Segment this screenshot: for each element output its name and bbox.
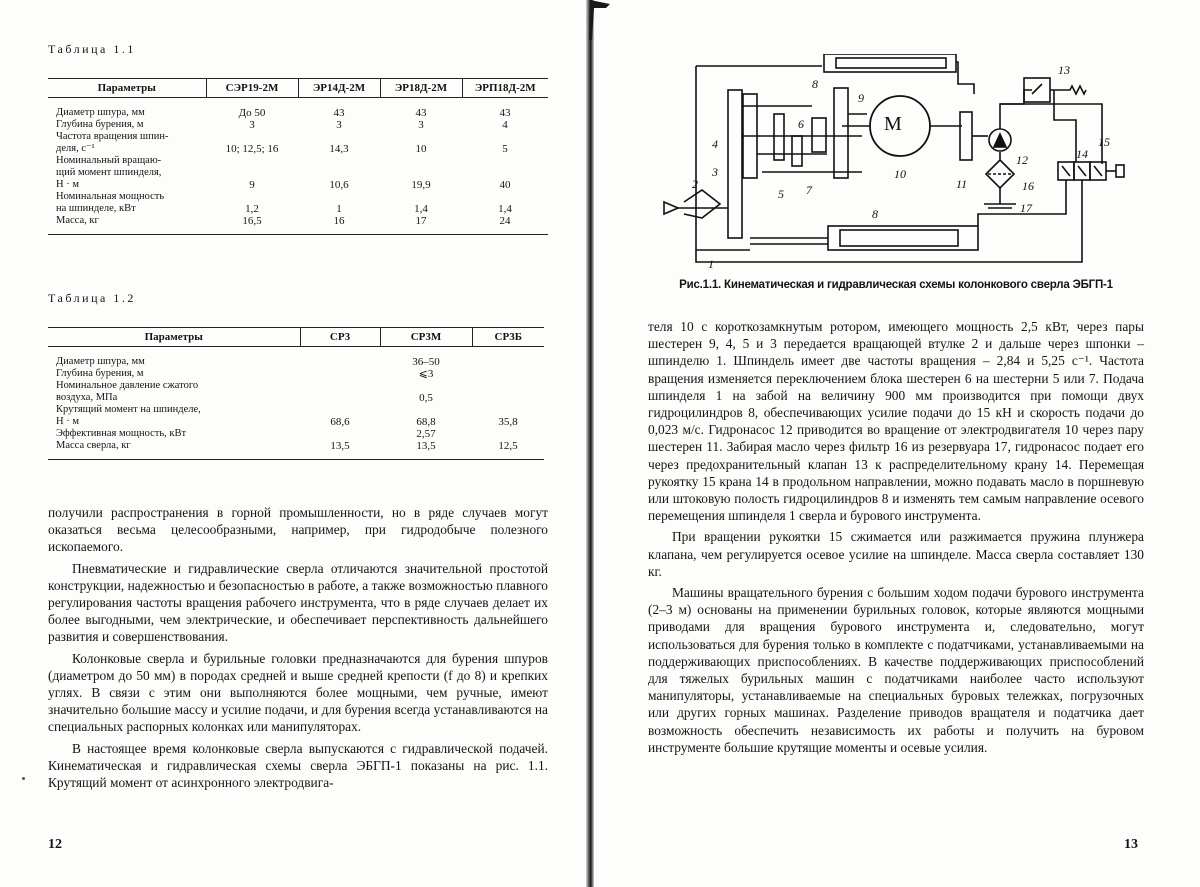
figure-label: 9 bbox=[858, 91, 864, 105]
column-header: СР3М bbox=[380, 328, 472, 347]
figure-label: 11 bbox=[956, 177, 968, 191]
value-cell: 4 bbox=[502, 119, 508, 131]
column-header: Параметры bbox=[48, 79, 206, 98]
paragraph: получили распространения в горной промышленности, но в ряде случаев могут оказаться весьма целесообразными, например, при гидродобыче полезного ископаемого. bbox=[48, 505, 548, 555]
paragraph: В настоящее время колонковые сверла выпускаются с гидравлической подачей. Кинематическая и гидравлическая схемы сверла ЭБГП-1 показаны на рис. 1.1. Крутящий момент от асинхронного электродвига- bbox=[48, 740, 548, 791]
table-row bbox=[48, 155, 548, 167]
figure-label: 17 bbox=[1020, 201, 1032, 215]
value-cell bbox=[300, 368, 380, 380]
value-cell: 10; 12,5; 16 bbox=[225, 143, 279, 155]
value-cell: 24 bbox=[462, 215, 548, 235]
column-header: ЭРП18Д-2М bbox=[462, 79, 548, 98]
value-cell: 1,4 bbox=[498, 203, 512, 215]
figure-label: 8 bbox=[812, 77, 818, 91]
value-cell: 16 bbox=[298, 215, 380, 235]
table-row bbox=[48, 131, 548, 143]
value-cell bbox=[462, 191, 548, 203]
column-header: Параметры bbox=[48, 328, 300, 347]
table1-caption: Таблица 1.1 bbox=[48, 42, 136, 56]
parameter-cell: Диаметр шпура, мм bbox=[56, 356, 145, 367]
parameter-cell: Глубина бурения, м bbox=[56, 119, 144, 130]
table-row bbox=[48, 143, 548, 155]
value-cell bbox=[206, 167, 298, 179]
value-cell: 14,3 bbox=[329, 143, 349, 155]
value-cell: 1,4 bbox=[414, 203, 428, 215]
parameter-cell: на шпинделе, кВт bbox=[56, 203, 136, 214]
table-row bbox=[48, 179, 548, 191]
figure-label: 6 bbox=[798, 117, 804, 131]
value-cell bbox=[462, 131, 548, 143]
value-cell bbox=[462, 155, 548, 167]
value-cell bbox=[472, 404, 544, 416]
figure-label: 13 bbox=[1058, 63, 1070, 77]
value-cell bbox=[380, 155, 462, 167]
value-cell bbox=[300, 392, 380, 404]
figure-label: 2 bbox=[692, 177, 698, 191]
parameter-cell: Эффективная мощность, кВт bbox=[56, 428, 187, 439]
value-cell bbox=[300, 428, 380, 440]
parameter-cell: щий момент шпинделя, bbox=[56, 167, 162, 178]
figure-label: 4 bbox=[712, 137, 718, 151]
parameter-cell: Н · м bbox=[56, 416, 79, 427]
left-page bbox=[0, 0, 592, 887]
parameter-cell: Масса, кг bbox=[48, 215, 206, 235]
table2-header-row bbox=[48, 328, 544, 347]
value-cell bbox=[206, 155, 298, 167]
table-row bbox=[48, 191, 548, 203]
motor-label: М bbox=[884, 113, 902, 135]
table1-header-row bbox=[48, 79, 548, 98]
page-number-right: 13 bbox=[1124, 837, 1138, 852]
column-header: СР3Б bbox=[472, 328, 544, 347]
table-row bbox=[48, 98, 548, 120]
kinematic-hydraulic-scheme bbox=[662, 54, 1142, 276]
figure-label: 16 bbox=[1022, 179, 1034, 193]
value-cell bbox=[472, 428, 544, 440]
value-cell bbox=[380, 131, 462, 143]
parameter-cell: Н · м bbox=[56, 179, 79, 190]
table-row bbox=[48, 215, 548, 235]
print-speck bbox=[22, 777, 25, 780]
table-row bbox=[48, 167, 548, 179]
parameter-cell: Диаметр шпура, мм bbox=[56, 107, 145, 118]
value-cell: 17 bbox=[380, 215, 462, 235]
value-cell bbox=[472, 347, 544, 369]
value-cell bbox=[472, 392, 544, 404]
table-row bbox=[48, 392, 544, 404]
value-cell: 19,9 bbox=[411, 179, 431, 191]
value-cell: 1 bbox=[336, 203, 342, 215]
value-cell: 2,57 bbox=[416, 428, 436, 440]
figure-label: 8 bbox=[872, 207, 878, 221]
paragraph: теля 10 с короткозамкнутым ротором, имеющего мощность 2,5 кВт, через пары шестерен 9, 4, 5 и 3 передается вращающей втулке 2 и дальше через шпонки – шпинделю 1. Шпиндель имеет две частоты вращения – 2,84 и 5,25 с⁻¹. Частота вращения изменяется переключением блока шестерен 6 на шестерни 5 или 7. Подача шпинделя 1 на забой на величину 900 мм производится при помощи двух гидроцилиндров 8, обеспечивающих усилие подачи до 15 кН и скорость подачи до 0,023 м/с. Гидронасос 12 приводится во вращение от электродвигателя 10 через пару шестерен 11. Забирая масло через фильтр 16 из резервуара 17, гидронасос подает его через предохранительный клапан 13 к распределительному крану 14. Перемещая рукоятку 15 крана 14 в продольном направлении, можно подавать масло в поршневую или штоковую полость гидроцилиндров 8 и изменять тем самым направление осевого перемещения шпинделя 1 сверла и бурового инструмента. bbox=[648, 319, 1144, 524]
value-cell: 3 bbox=[336, 119, 342, 131]
figure-label: 14 bbox=[1076, 147, 1088, 161]
value-cell: 36–50 bbox=[412, 356, 440, 368]
value-cell: 10 bbox=[415, 143, 427, 155]
value-cell bbox=[380, 404, 472, 416]
value-cell bbox=[298, 191, 380, 203]
value-cell: 43 bbox=[333, 107, 345, 119]
value-cell: 68,6 bbox=[330, 416, 350, 428]
parameter-cell: Частота вращения шпин- bbox=[56, 131, 169, 142]
parameter-cell: Крутящий момент на шпинделе, bbox=[56, 404, 201, 415]
table2-caption: Таблица 1.2 bbox=[48, 291, 136, 305]
column-header: СР3 bbox=[300, 328, 380, 347]
parameter-cell: Глубина бурения, м bbox=[56, 368, 144, 379]
parameter-cell: Масса сверла, кг bbox=[48, 440, 300, 460]
parameter-cell: Номинальное давление сжатого bbox=[56, 380, 199, 391]
parameter-cell: Номинальный вращаю- bbox=[56, 155, 162, 166]
table-row bbox=[48, 203, 548, 215]
value-cell: 40 bbox=[499, 179, 511, 191]
value-cell bbox=[206, 131, 298, 143]
paragraph: Пневматические и гидравлические сверла отличаются значительной простотой конструкции, надежностью и безопасностью в работе, а также возможностью плавного регулирования частоты вращения рабочего инструмента, что в ряде случаев делает их более выгодными, чем электрические, и обеспечивает перспективность дальнейшего развития и совершенствования. bbox=[48, 560, 548, 645]
value-cell: 5 bbox=[502, 143, 508, 155]
value-cell bbox=[298, 131, 380, 143]
figure-caption: Рис.1.1. Кинематическая и гидравлическая схемы колонкового сверла ЭБГП-1 bbox=[679, 279, 1113, 291]
value-cell bbox=[380, 380, 472, 392]
column-header: ЭР18Д-2М bbox=[380, 79, 462, 98]
right-body-text bbox=[648, 318, 1144, 756]
left-body-text bbox=[48, 504, 548, 791]
page-number-left: 12 bbox=[48, 837, 62, 852]
value-cell: 1,2 bbox=[245, 203, 259, 215]
column-header: СЭР19-2М bbox=[206, 79, 298, 98]
value-cell: До 50 bbox=[238, 107, 266, 119]
figure-label: 15 bbox=[1098, 135, 1110, 149]
value-cell: 43 bbox=[415, 107, 427, 119]
value-cell: 35,8 bbox=[498, 416, 518, 428]
table-row bbox=[48, 440, 544, 460]
table-row bbox=[48, 380, 544, 392]
value-cell: 10,6 bbox=[329, 179, 349, 191]
value-cell bbox=[380, 167, 462, 179]
table-row bbox=[48, 404, 544, 416]
parameter-cell: деля, с⁻¹ bbox=[56, 143, 95, 154]
paragraph: Машины вращательного бурения с большим ходом подачи бурового инструмента (2–3 м) основаны на применении бурильных головок, которые являются мощными приводами для вращения бурового инструмента и, следовательно, могут использоваться для бурения только в комплекте с податчиками, устанавливаемыми на поддерживающих приспособлениях. В качестве поддерживающих приспособлений для тяжелых бурильных машин с податчиками наиболее часто используют манипуляторы, устанавливаемые на специальных буровых тележках, погрузочных или других горных машинах. Разделение приводов вращателя и податчика дает возможность обеспечить независимость их работы и получить на буровом инструменте большие крутящие моменты и осевые усилия. bbox=[648, 585, 1144, 755]
value-cell: 3 bbox=[418, 119, 424, 131]
table-row bbox=[48, 347, 544, 369]
value-cell: 0,5 bbox=[419, 392, 433, 404]
value-cell: 16,5 bbox=[206, 215, 298, 235]
value-cell: 43 bbox=[499, 107, 511, 119]
table-row bbox=[48, 119, 548, 131]
table1 bbox=[48, 78, 548, 235]
table2 bbox=[48, 327, 544, 460]
value-cell: ⩽3 bbox=[418, 368, 434, 380]
figure-label: 3 bbox=[712, 165, 718, 179]
figure-label: 10 bbox=[894, 167, 906, 181]
value-cell bbox=[298, 167, 380, 179]
value-cell bbox=[300, 347, 380, 369]
value-cell bbox=[206, 191, 298, 203]
value-cell: 9 bbox=[249, 179, 255, 191]
value-cell: 3 bbox=[249, 119, 255, 131]
value-cell bbox=[300, 404, 380, 416]
value-cell bbox=[300, 380, 380, 392]
value-cell bbox=[380, 191, 462, 203]
table-row bbox=[48, 416, 544, 428]
figure-label: 5 bbox=[778, 187, 784, 201]
value-cell bbox=[472, 368, 544, 380]
value-cell: 68,8 bbox=[416, 416, 436, 428]
value-cell bbox=[298, 155, 380, 167]
parameter-cell: Номинальная мощность bbox=[56, 191, 165, 202]
paragraph: При вращении рукоятки 15 сжимается или разжимается пружина плунжера клапана, чем регулируется осевое усилие на шпинделе. Масса сверла составляет 130 кг. bbox=[648, 529, 1144, 579]
value-cell bbox=[462, 167, 548, 179]
figure-label: 7 bbox=[806, 183, 812, 197]
value-cell: 13,5 bbox=[380, 440, 472, 460]
table-row bbox=[48, 368, 544, 380]
table-row bbox=[48, 428, 544, 440]
parameter-cell: воздуха, МПа bbox=[56, 392, 118, 403]
value-cell: 12,5 bbox=[472, 440, 544, 460]
figure-label: 1 bbox=[708, 257, 714, 271]
paragraph: Колонковые сверла и бурильные головки предназначаются для бурения шпуров (диаметром до 50 мм) в породах средней и выше средней крепости (f до 8) и крепких углях. В связи с этим они выполняются более мощными, чем ручные, имеют значительно большие массу и усилие подачи, и для бурения всегда устанавливаются на специальных распорных колонках или манипуляторах. bbox=[48, 650, 548, 735]
figure-label: 12 bbox=[1016, 153, 1028, 167]
value-cell bbox=[472, 380, 544, 392]
value-cell: 13,5 bbox=[300, 440, 380, 460]
column-header: ЭР14Д-2М bbox=[298, 79, 380, 98]
